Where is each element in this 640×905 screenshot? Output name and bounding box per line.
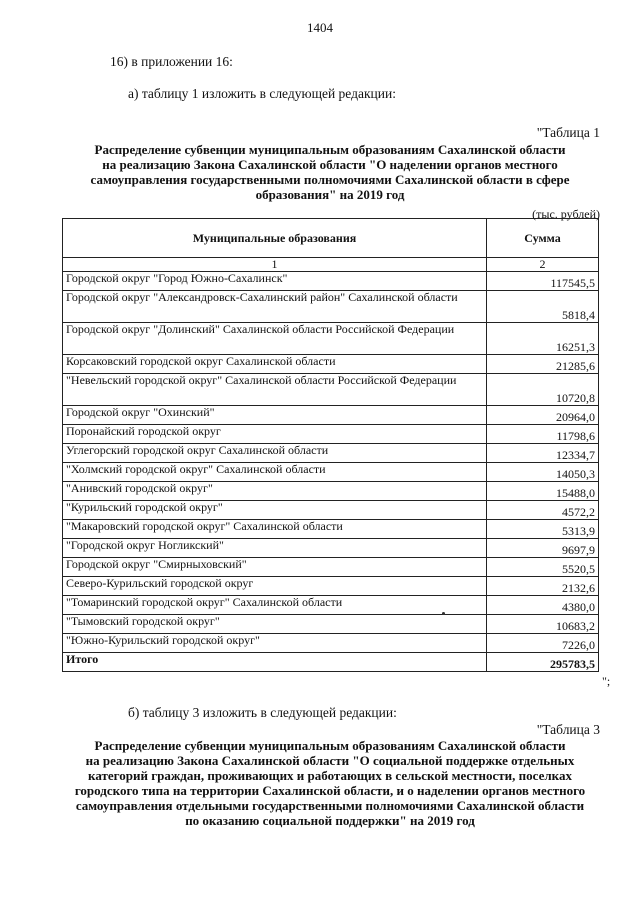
row-sum: 4380,0 xyxy=(487,596,599,615)
intro-sub-a: а) таблицу 1 изложить в следующей редакции: xyxy=(128,86,396,101)
row-sum: 11798,6 xyxy=(487,425,599,444)
row-name: Городской округ "Александровск-Сахалинский район" Сахалинской области xyxy=(63,291,487,323)
row-sum: 20964,0 xyxy=(487,406,599,425)
row-name: "Невельский городской округ" Сахалинской области Российской Федерации xyxy=(63,374,487,406)
row-name: "Холмский городской округ" Сахалинской области xyxy=(63,463,487,482)
row-sum: 9697,9 xyxy=(487,539,599,558)
table-row xyxy=(63,634,599,653)
table-row xyxy=(63,539,599,558)
row-name: Городской округ "Долинский" Сахалинской области Российской Федерации xyxy=(63,323,487,355)
page-number: 1404 xyxy=(307,20,333,35)
row-sum: 5520,5 xyxy=(487,558,599,577)
row-sum: 2132,6 xyxy=(487,577,599,596)
intro-sub-b: б) таблицу 3 изложить в следующей редакции: xyxy=(128,705,397,720)
header-municipality: Муниципальные образования xyxy=(63,219,487,258)
table1-title-line: на реализацию Закона Сахалинской области "О наделении органов местного xyxy=(102,157,558,172)
total-closing-quote: "; xyxy=(602,674,611,688)
row-name: "Макаровский городской округ" Сахалинской области xyxy=(63,520,487,539)
table-row xyxy=(63,425,599,444)
table-row xyxy=(63,272,599,291)
intro-item: 16) в приложении 16: xyxy=(110,54,233,69)
row-sum: 5313,9 xyxy=(487,520,599,539)
row-sum: 12334,7 xyxy=(487,444,599,463)
table-row xyxy=(63,520,599,539)
total-row xyxy=(63,653,599,672)
table1-title-line: образования" на 2019 год xyxy=(255,187,405,202)
table-row xyxy=(63,323,599,355)
row-name: Городской округ "Город Южно-Сахалинск" xyxy=(63,272,487,291)
total-sum: 295783,5 xyxy=(487,653,599,672)
table-row xyxy=(63,596,599,615)
table3-title-line: категорий граждан, проживающих и работающих в сельской местности, поселках xyxy=(88,768,572,783)
table-row xyxy=(63,355,599,374)
total-label: Итого xyxy=(63,653,487,672)
row-name: Городской округ "Смирныховский" xyxy=(63,558,487,577)
row-sum: 4572,2 xyxy=(487,501,599,520)
table-row xyxy=(63,577,599,596)
row-name: "Анивский городской округ" xyxy=(63,482,487,501)
table-row xyxy=(63,374,599,406)
table1-label: "Таблица 1 xyxy=(536,125,600,140)
table1-units: (тыс. рублей) xyxy=(532,207,600,221)
table1-title xyxy=(60,142,600,202)
row-name: Корсаковский городской округ Сахалинской области xyxy=(63,355,487,374)
scan-speck xyxy=(442,612,445,615)
row-sum: 10683,2 xyxy=(487,615,599,634)
table3-label: "Таблица 3 xyxy=(536,722,600,737)
table-row xyxy=(63,463,599,482)
row-sum: 5818,4 xyxy=(487,291,599,323)
header-sum: Сумма xyxy=(487,219,599,258)
row-sum: 7226,0 xyxy=(487,634,599,653)
table-header-row xyxy=(63,219,599,258)
row-name: "Тымовский городской округ" xyxy=(63,615,487,634)
table-row xyxy=(63,406,599,425)
row-sum: 10720,8 xyxy=(487,374,599,406)
table3-title-line: самоуправления отдельными государственными полномочиями Сахалинской области xyxy=(75,798,585,813)
row-sum: 21285,6 xyxy=(487,355,599,374)
table3-title-line: городского типа на территории Сахалинской области, и о наделении органов местного xyxy=(74,783,586,798)
row-name: "Курильский городской округ" xyxy=(63,501,487,520)
table3-title-line: Распределение субвенции муниципальным образованиям Сахалинской области xyxy=(94,738,566,753)
column-number: 1 xyxy=(63,258,487,272)
column-number-row xyxy=(63,258,599,272)
table-row xyxy=(63,615,599,634)
table3-title-line: на реализацию Закона Сахалинской области "О социальной поддержке отдельных xyxy=(85,753,575,768)
row-name: "Томаринский городской округ" Сахалинской области xyxy=(63,596,487,615)
row-sum: 15488,0 xyxy=(487,482,599,501)
column-number: 2 xyxy=(487,258,599,272)
row-name: Поронайский городской округ xyxy=(63,425,487,444)
row-name: "Городской округ Ногликский" xyxy=(63,539,487,558)
table3-title xyxy=(60,738,600,828)
row-name: "Южно-Курильский городской округ" xyxy=(63,634,487,653)
table-row xyxy=(63,558,599,577)
table3-title-line: по оказанию социальной поддержки" на 2019 год xyxy=(185,813,475,828)
row-name: Городской округ "Охинский" xyxy=(63,406,487,425)
table-row xyxy=(63,444,599,463)
table1-title-line: Распределение субвенции муниципальным образованиям Сахалинской области xyxy=(94,142,566,157)
row-sum: 14050,3 xyxy=(487,463,599,482)
row-sum: 117545,5 xyxy=(487,272,599,291)
row-name: Северо-Курильский городской округ xyxy=(63,577,487,596)
table-row xyxy=(63,291,599,323)
table1 xyxy=(62,218,599,672)
table-row xyxy=(63,482,599,501)
table1-title-line: самоуправления государственными полномочиями Сахалинской области в сфере xyxy=(90,172,570,187)
row-name: Углегорский городской округ Сахалинской области xyxy=(63,444,487,463)
table-row xyxy=(63,501,599,520)
row-sum: 16251,3 xyxy=(487,323,599,355)
